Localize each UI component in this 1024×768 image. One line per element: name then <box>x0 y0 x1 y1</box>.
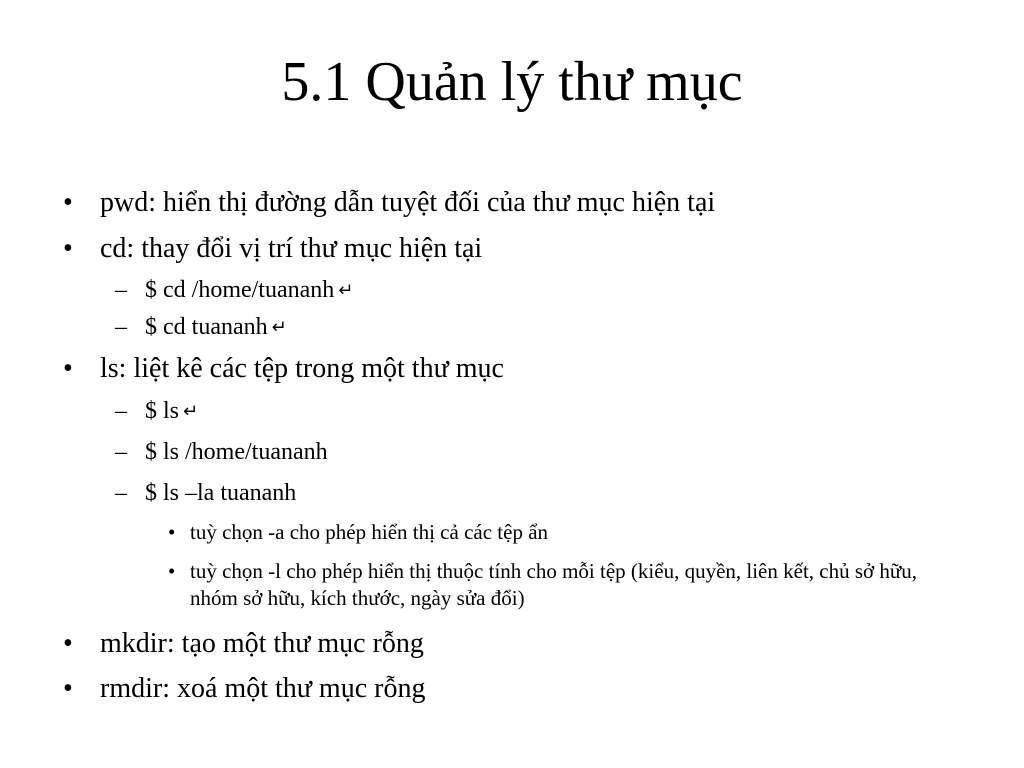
sub-item-cd-tuananh <box>115 312 287 343</box>
return-icon: ↵ <box>338 280 354 301</box>
bullet-marker: • <box>63 628 73 659</box>
option-item-l <box>168 558 965 612</box>
sub-item-ls-la <box>115 478 297 508</box>
dash-marker: – <box>115 480 127 506</box>
bullet-item-ls <box>63 351 504 387</box>
bullet-item-rmdir <box>63 671 426 707</box>
return-icon: ↵ <box>183 401 199 422</box>
dash-marker: – <box>115 314 127 340</box>
option-text: tuỳ chọn -l cho phép hiển thị thuộc tính cho mỗi tệp (kiểu, quyền, liên kết, chủ sở hữu, nhóm sở hữu, kích thước, ngày sửa đổi) <box>190 559 918 610</box>
option-text: tuỳ chọn -a cho phép hiển thị cả các tệp ẩn <box>190 520 549 544</box>
bullet-marker: • <box>63 673 73 704</box>
command-text: $ ls –la tuananh <box>145 480 297 506</box>
command-text: $ ls /home/tuananh <box>145 439 328 465</box>
bullet-marker: • <box>63 233 73 264</box>
return-icon: ↵ <box>271 317 287 338</box>
bullet-marker: • <box>168 559 176 583</box>
dash-marker: – <box>115 439 127 465</box>
command-text: $ ls <box>145 398 180 424</box>
bullet-text: cd: thay đổi vị trí thư mục hiện tại <box>100 233 483 264</box>
bullet-marker: • <box>63 353 73 384</box>
sub-item-cd-home <box>115 275 354 306</box>
bullet-text: rmdir: xoá một thư mục rỗng <box>100 673 426 704</box>
option-item-a <box>168 519 549 546</box>
dash-marker: – <box>115 277 127 303</box>
bullet-text: pwd: hiển thị đường dẫn tuyệt đối của thư mục hiện tại <box>100 187 716 218</box>
sub-item-ls <box>115 396 199 427</box>
sub-item-ls-home <box>115 437 328 467</box>
bullet-item-pwd <box>63 185 716 221</box>
command-text: $ cd /home/tuananh <box>145 277 335 303</box>
bullet-marker: • <box>63 187 73 218</box>
dash-marker: – <box>115 398 127 424</box>
bullet-item-mkdir <box>63 626 424 662</box>
bullet-text: ls: liệt kê các tệp trong một thư mục <box>100 353 504 384</box>
slide-title: 5.1 Quản lý thư mục <box>281 51 743 113</box>
command-text: $ cd tuananh <box>145 314 268 340</box>
bullet-marker: • <box>168 520 176 544</box>
bullet-item-cd <box>63 231 483 267</box>
bullet-text: mkdir: tạo một thư mục rỗng <box>100 628 424 659</box>
